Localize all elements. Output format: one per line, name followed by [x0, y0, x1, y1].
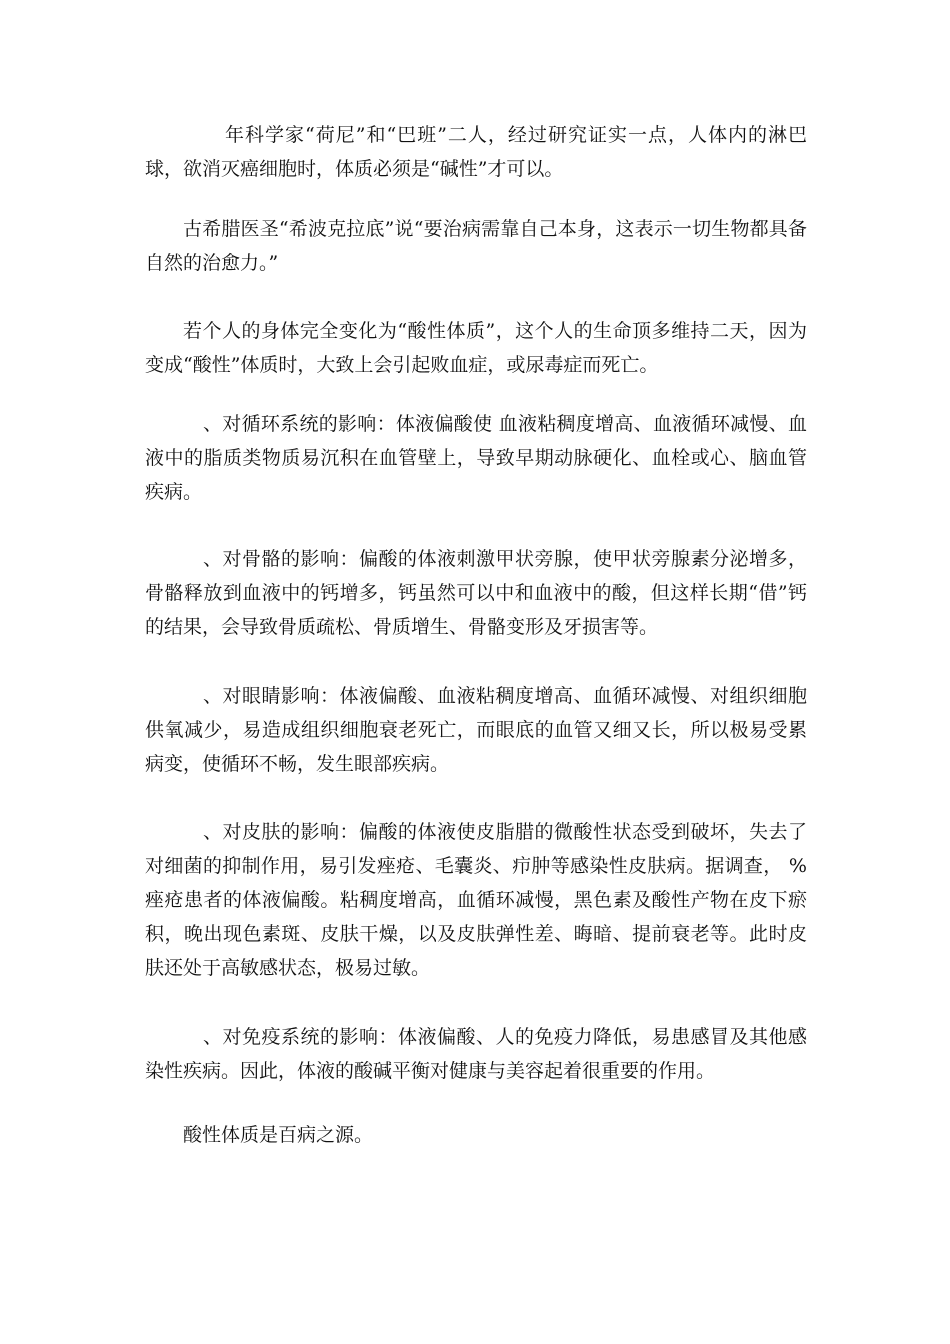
paragraph-scientists: 年科学家“荷尼”和“巴班”二人，经过研究证实一点，人体内的淋巴球，欲消灭癌细胞时，体质必须是“碱性”才可以。 — [145, 124, 807, 180]
paragraph-immune: 、对免疫系统的影响：体液偏酸、人的免疫力降低，易患感冒及其他感染性疾病。因此，体液的酸碱平衡对健康与美容起着很重要的作用。 — [145, 1026, 807, 1082]
paragraph-bones: 、对骨骼的影响：偏酸的体液刺激甲状旁腺，使甲状旁腺素分泌增多，骨骼释放到血液中的钙增多，钙虽然可以中和血液中的酸，但这样长期“借”钙的结果，会导致骨质疏松、骨质增生、骨骼变形及牙损害等。 — [145, 548, 807, 638]
paragraph-circulatory: 、对循环系统的影响：体液偏酸使 血液粘稠度增高、血液循环减慢、血液中的脂质类物质易沉积在血管壁上，导致早期动脉硬化、血栓或心、脑血管疾病。 — [145, 413, 807, 503]
paragraph-skin: 、对皮肤的影响：偏酸的体液使皮脂腊的微酸性状态受到破坏，失去了对细菌的抑制作用，易引发痤疮、毛囊炎、疖肿等感染性皮肤病。据调查， %痤疮患者的体液偏酸。粘稠度增高，血循环减慢，黑色素及酸性产物在皮下瘀积，晚出现色素斑、皮肤干燥，以及皮肤弹性差、晦暗、提前衰老等。此时皮肤还处于高敏感状态，极易过敏。 — [145, 821, 807, 979]
paragraph-eyes: 、对眼睛影响：体液偏酸、血液粘稠度增高、血循环减慢、对组织细胞供氧减少，易造成组织细胞衰老死亡，而眼底的血管又细又长，所以极易受累病变，使循环不畅，发生眼部疾病。 — [145, 685, 807, 775]
paragraph-conclusion: 酸性体质是百病之源。 — [183, 1124, 374, 1146]
paragraph-acidic-body: 若个人的身体完全变化为“酸性体质”，这个人的生命顶多维持二天，因为变成“酸性”体质时，大致上会引起败血症，或尿毒症而死亡。 — [145, 320, 807, 376]
paragraph-hippocrates: 古希腊医圣“希波克拉底”说“要治病需靠自己本身，这表示一切生物都具备自然的治愈力。” — [145, 218, 807, 274]
